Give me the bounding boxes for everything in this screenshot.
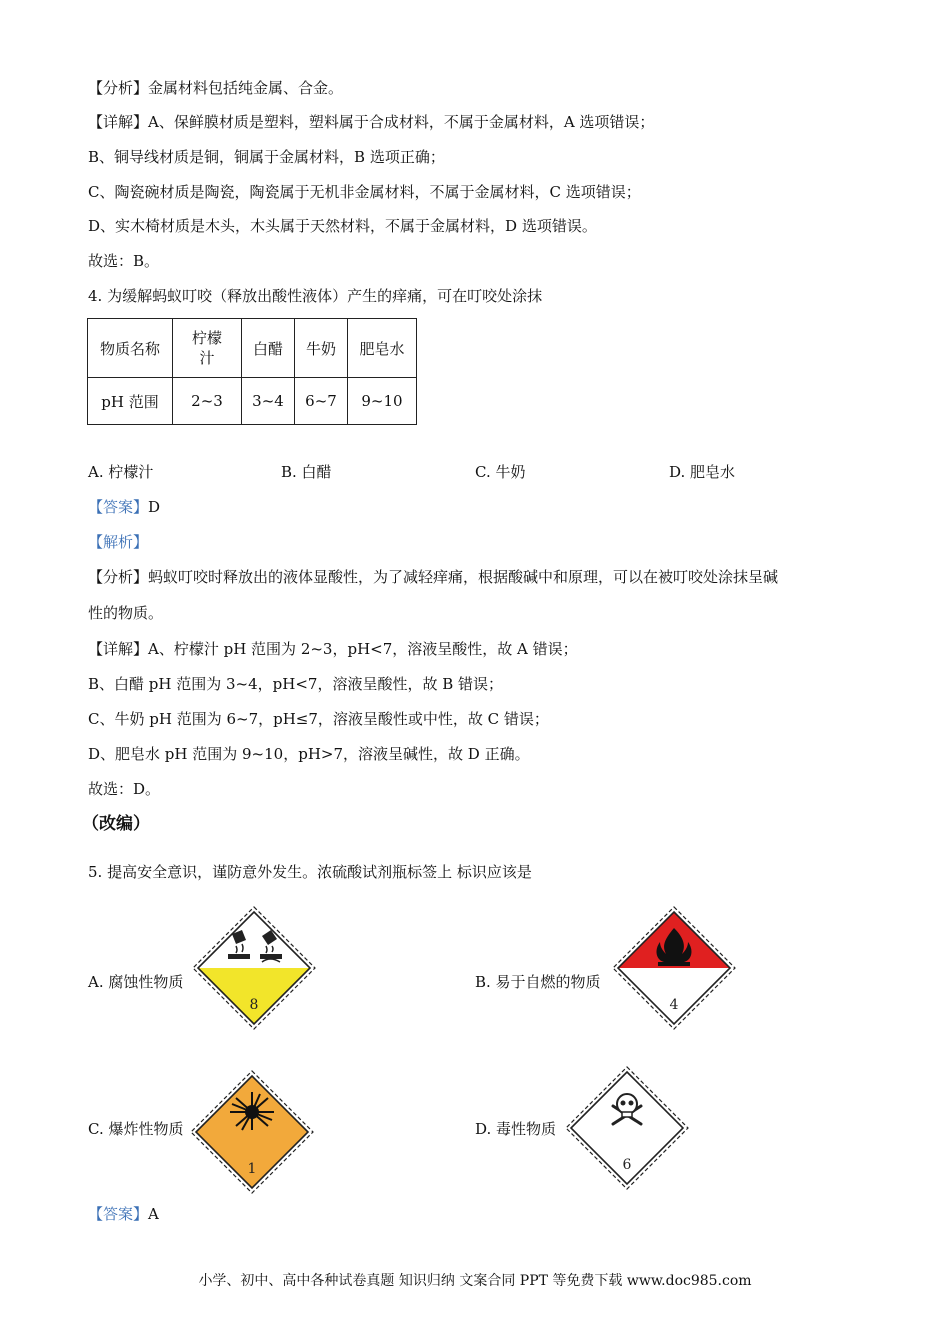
sign-number: 8 — [249, 997, 259, 1013]
corrosive-icon — [192, 906, 316, 1030]
table-header-cell: 牛奶 — [295, 319, 348, 378]
answer-tag: 【答案】 — [88, 498, 149, 516]
adapted-heading: （改编） — [82, 814, 150, 834]
q4-option-b: B. 白醋 — [281, 463, 332, 481]
flame-icon — [612, 906, 736, 1030]
q5-stem: 5. 提高安全意识，谨防意外发生。浓硫酸试剂瓶标签上 标识应该是 — [88, 863, 532, 881]
answer-value: D — [148, 498, 161, 516]
q3-detail-c: C、陶瓷碗材质是陶瓷，陶瓷属于无机非金属材料，不属于金属材料，C 选项错误； — [88, 183, 641, 201]
q4-explain-tag: 【解析】 — [88, 533, 149, 551]
explosion-icon — [190, 1070, 314, 1194]
q4-detail-c: C、牛奶 pH 范围为 6~7，pH≤7，溶液呈酸性或中性，故 C 错误； — [88, 710, 549, 728]
q4-detail-a: 【详解】A、柠檬汁 pH 范围为 2~3，pH<7，溶液呈酸性，故 A 错误； — [88, 640, 578, 658]
table-cell: 6~7 — [295, 378, 348, 425]
table-header-cell: 白醋 — [242, 319, 295, 378]
q3-detail-d: D、实木椅材质是木头，木头属于天然材料，不属于金属材料，D 选项错误。 — [88, 217, 597, 235]
q3-choice: 故选：B。 — [88, 252, 160, 270]
q5-answer — [88, 1204, 159, 1224]
q4-analysis-2: 性的物质。 — [88, 604, 164, 622]
answer-value: A — [148, 1205, 159, 1223]
ph-table — [87, 318, 417, 425]
q4-choice: 故选：D。 — [88, 780, 161, 798]
q4-detail-d: D、肥皂水 pH 范围为 9~10，pH>7，溶液呈碱性，故 D 正确。 — [88, 745, 530, 763]
q4-option-d: D. 肥皂水 — [669, 463, 736, 481]
q5-option-c-label: C. 爆炸性物质 — [88, 1120, 184, 1138]
q5-option-b-label: B. 易于自燃的物质 — [475, 973, 601, 991]
q4-stem: 4. 为缓解蚂蚁叮咬（释放出酸性液体）产生的痒痛，可在叮咬处涂抹 — [88, 287, 543, 305]
skull-icon — [565, 1066, 689, 1190]
table-cell: 3~4 — [242, 378, 295, 425]
q5-option-d-label: D. 毒性物质 — [475, 1120, 557, 1138]
sign-number: 4 — [669, 997, 679, 1013]
q4-analysis-1: 【分析】蚂蚁叮咬时释放出的液体显酸性，为了减轻痒痛，根据酸碱中和原理，可以在被叮咬处涂抹呈碱 — [88, 568, 779, 586]
q4-answer — [88, 497, 160, 517]
q4-option-c: C. 牛奶 — [475, 463, 526, 481]
q5-option-a-label: A. 腐蚀性物质 — [88, 973, 184, 991]
sign-number: 1 — [247, 1161, 257, 1177]
sign-number: 6 — [622, 1157, 632, 1173]
q3-detail-b: B、铜导线材质是铜，铜属于金属材料，B 选项正确； — [88, 148, 445, 166]
q4-option-a: A. 柠檬汁 — [88, 463, 154, 481]
table-header-cell: 柠檬 汁 — [173, 319, 242, 378]
page-footer: 小学、初中、高中各种试卷真题 知识归纳 文案合同 PPT 等免费下载 www.doc985.com — [198, 1273, 752, 1289]
table-cell: pH 范围 — [88, 378, 173, 425]
table-header-cell: 物质名称 — [88, 319, 173, 378]
q3-detail-a: 【详解】A、保鲜膜材质是塑料，塑料属于合成材料，不属于金属材料，A 选项错误； — [88, 113, 655, 131]
q4-detail-b: B、白醋 pH 范围为 3~4，pH<7，溶液呈酸性，故 B 错误； — [88, 675, 504, 693]
table-cell: 2~3 — [173, 378, 242, 425]
table-header-cell: 肥皂水 — [348, 319, 417, 378]
q3-analysis: 【分析】金属材料包括纯金属、合金。 — [88, 79, 344, 97]
answer-tag: 【答案】 — [88, 1205, 149, 1223]
table-cell: 9~10 — [348, 378, 417, 425]
